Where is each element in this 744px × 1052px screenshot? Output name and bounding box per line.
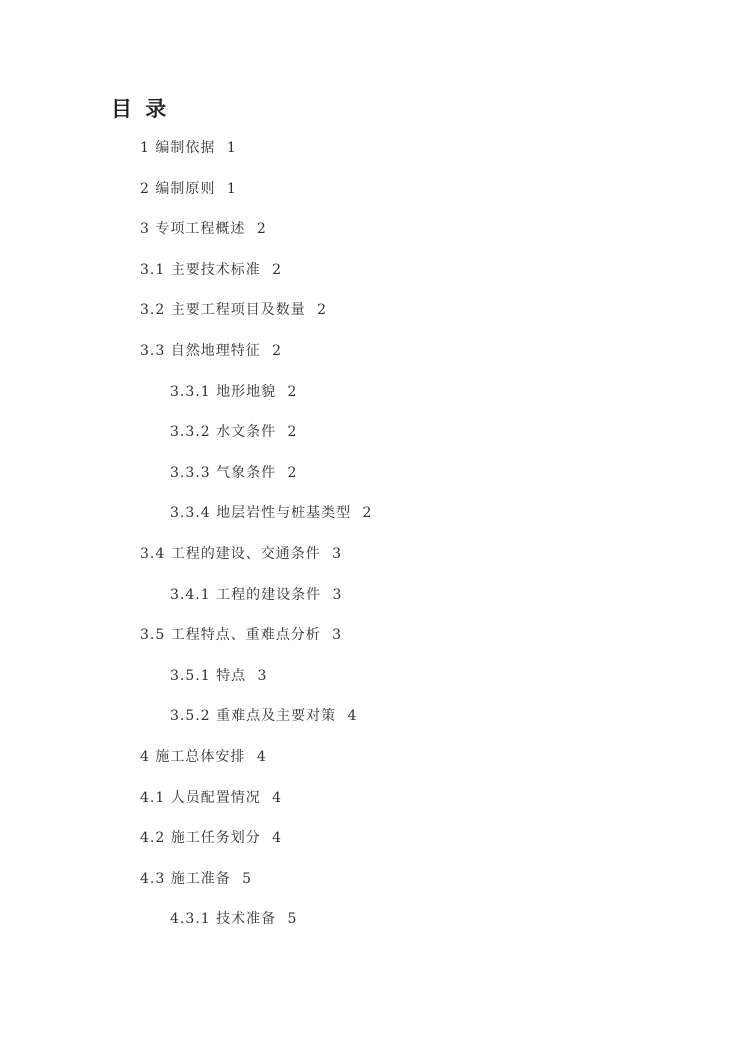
toc-entry: [0, 412, 744, 453]
toc-entry: [0, 493, 744, 534]
toc-entry: [0, 209, 744, 250]
toc-entry: [0, 818, 744, 859]
toc-entry-label: 3.3.3 气象条件: [170, 464, 277, 481]
toc-entry-page-number: 4: [256, 748, 267, 765]
toc-entry-page-number: 5: [242, 870, 253, 887]
toc-entry: [0, 128, 744, 169]
toc-entry-page-number: 2: [287, 424, 298, 441]
toc-entry: [0, 899, 744, 940]
toc-entry-label: 3.3.4 地层岩性与桩基类型: [170, 505, 352, 522]
toc-entry-page-number: 2: [287, 383, 298, 400]
toc-entry: [0, 696, 744, 737]
toc-entry: [0, 372, 744, 413]
toc-entry-page-number: 3: [332, 545, 343, 562]
toc-entry-label: 3.5.1 特点: [170, 667, 247, 684]
toc-entry-label: 4.3 施工准备: [140, 870, 231, 887]
toc-entry-label: 3 专项工程概述: [140, 221, 246, 238]
toc-entry-page-number: 2: [287, 464, 298, 481]
toc-entry-page-number: 1: [226, 140, 237, 156]
page-title: 目 录: [111, 96, 170, 121]
toc-entry: [0, 169, 744, 210]
toc-entry-label: 3.2 主要工程项目及数量: [140, 302, 306, 319]
toc-entry: [0, 778, 744, 819]
toc-entry-label: 3.3 自然地理特征: [140, 342, 261, 359]
toc-entry: [0, 534, 744, 575]
toc-entry-label: 1 编制依据: [140, 140, 216, 156]
toc-entry: [0, 859, 744, 900]
toc-entry-page-number: 3: [332, 586, 343, 603]
toc-entry-label: 3.3.2 水文条件: [170, 424, 277, 441]
toc-entry: [0, 290, 744, 331]
toc-entry-label: 4.2 施工任务划分: [140, 830, 261, 847]
toc-entry-label: 3.1 主要技术标准: [140, 261, 261, 278]
toc-entry: [0, 656, 744, 697]
toc-entry: [0, 331, 744, 372]
toc-entry-page-number: 2: [362, 505, 373, 522]
toc-entry-page-number: 5: [287, 911, 298, 928]
toc-entry-page-number: 3: [332, 627, 343, 644]
toc-entry: [0, 737, 744, 778]
toc-entry-page-number: 2: [272, 261, 283, 278]
toc-entry-page-number: 1: [226, 180, 237, 197]
toc-entry-page-number: 4: [347, 708, 358, 725]
toc-entry-label: 2 编制原则: [140, 180, 216, 197]
toc-entry: [0, 453, 744, 494]
toc-entry-page-number: 2: [272, 342, 283, 359]
toc-entry-label: 4.1 人员配置情况: [140, 789, 261, 806]
toc-entry-page-number: 4: [272, 830, 283, 847]
toc-entry-label: 3.4.1 工程的建设条件: [170, 586, 322, 603]
toc-entry-label: 3.4 工程的建设、交通条件: [140, 545, 321, 562]
toc-entry-page-number: 3: [257, 667, 268, 684]
toc-entry-label: 3.5 工程特点、重难点分析: [140, 627, 321, 644]
toc-entry: [0, 615, 744, 656]
toc-entry: [0, 250, 744, 291]
toc-entry-page-number: 2: [317, 302, 328, 319]
toc-entry: [0, 575, 744, 616]
toc-list: [0, 128, 744, 940]
toc-entry-label: 3.5.2 重难点及主要对策: [170, 708, 337, 725]
toc-entry-label: 4.3.1 技术准备: [170, 911, 277, 928]
toc-entry-label: 4 施工总体安排: [140, 748, 246, 765]
toc-entry-page-number: 2: [256, 221, 267, 238]
toc-entry-page-number: 4: [272, 789, 283, 806]
toc-entry-label: 3.3.1 地形地貌: [170, 383, 277, 400]
